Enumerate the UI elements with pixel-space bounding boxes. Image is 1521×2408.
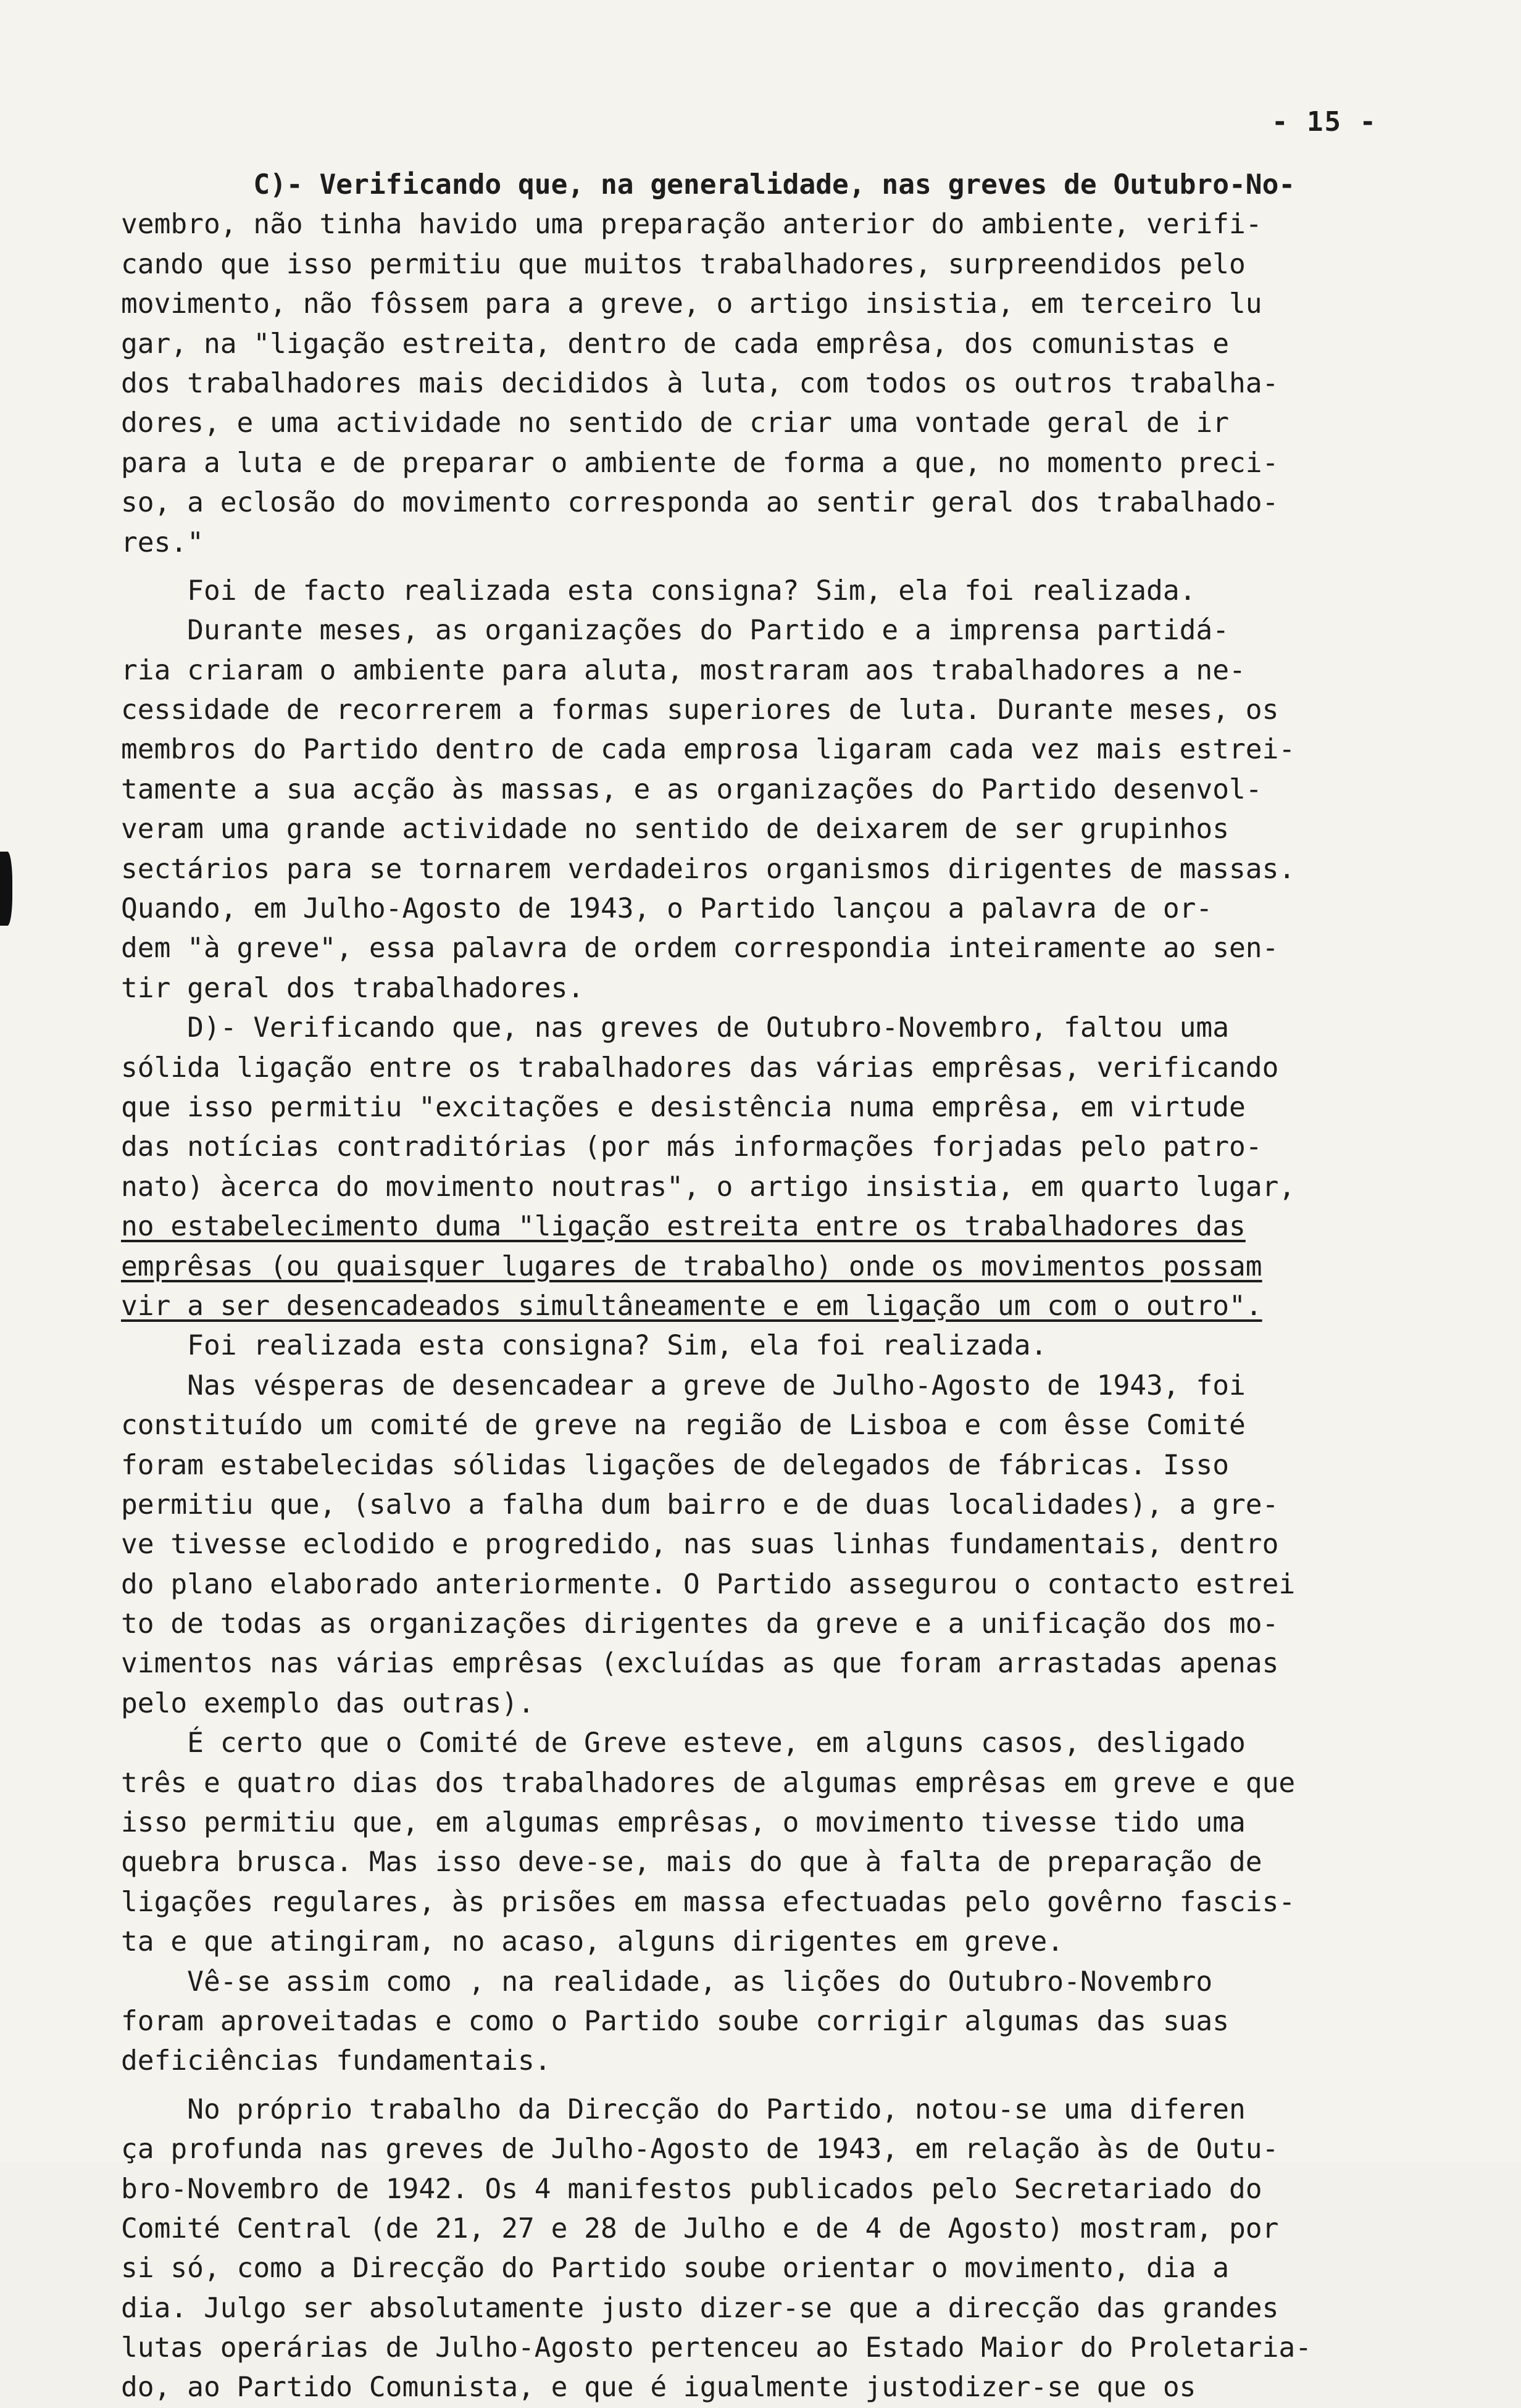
text-line: permitiu que, (salvo a falha dum bairro e de duas localidades), a gre- bbox=[121, 1488, 1279, 1521]
text-line: isso permitiu que, em algumas emprêsas, o movimento tivesse tido uma bbox=[121, 1807, 1246, 1839]
text-line: No próprio trabalho da Direcção do Partido, notou-se uma diferen bbox=[121, 2093, 1246, 2125]
text-line: ta e que atingiram, no acaso, alguns dirigentes em greve. bbox=[121, 1926, 1064, 1958]
paragraph bbox=[121, 165, 1448, 563]
text-line: Foi realizada esta consigna? Sim, ela foi realizada. bbox=[121, 1330, 1048, 1362]
text-line: nato) àcerca do movimento noutras", o artigo insistia, em quarto lugar, bbox=[121, 1171, 1296, 1203]
text-line: vimentos nas várias emprêsas (excluídas as que foram arrastadas apenas bbox=[121, 1648, 1279, 1680]
text-line: gar, na "ligação estreita, dentro de cada emprêsa, dos comunistas e bbox=[121, 328, 1230, 360]
text-line: ça profunda nas greves de Julho-Agosto de 1943, em relação às de Outu- bbox=[121, 2133, 1279, 2165]
text-line: no estabelecimento duma "ligação estreita entre os trabalhadores das bbox=[121, 1211, 1246, 1243]
text-line: sectários para se tornarem verdadeiros organismos dirigentes de massas. bbox=[121, 853, 1296, 885]
paragraph bbox=[121, 1008, 1448, 1326]
text-line: dores, e uma actividade no sentido de criar uma vontade geral de ir bbox=[121, 407, 1230, 439]
text-line: Nas vésperas de desencadear a greve de Julho-Agosto de 1943, foi bbox=[121, 1369, 1246, 1401]
text-line: lutas operárias de Julho-Agosto pertenceu ao Estado Maior do Proletaria- bbox=[121, 2332, 1312, 2364]
text-line: que isso permitiu "excitações e desistência numa emprêsa, em virtude bbox=[121, 1091, 1246, 1123]
text-line: D)- Verificando que, nas greves de Outubro-Novembro, faltou uma bbox=[121, 1012, 1230, 1044]
text-line: pelo exemplo das outras). bbox=[121, 1687, 535, 1719]
text-line: ve tivesse eclodido e progredido, nas suas linhas fundamentais, dentro bbox=[121, 1529, 1279, 1561]
paragraph bbox=[121, 2090, 1448, 2408]
text-line: deficiências fundamentais. bbox=[121, 2045, 551, 2077]
text-line: ligações regulares, às prisões em massa efectuadas pelo govêrno fascis- bbox=[121, 1886, 1296, 1918]
text-line: sólida ligação entre os trabalhadores das várias emprêsas, verificando bbox=[121, 1052, 1279, 1084]
text-line: cando que isso permitiu que muitos trabalhadores, surpreendidos pelo bbox=[121, 248, 1246, 280]
text-line: Comité Central (de 21, 27 e 28 de Julho e de 4 de Agosto) mostram, por bbox=[121, 2212, 1279, 2244]
text-line: tamente a sua acção às massas, e as organizações do Partido desenvol- bbox=[121, 773, 1262, 805]
text-line: dem "à greve", essa palavra de ordem correspondia inteiramente ao sen- bbox=[121, 932, 1279, 965]
text-line: do, ao Partido Comunista, e que é igualmente justodizer-se que os bbox=[121, 2372, 1196, 2404]
text-line: É certo que o Comité de Greve esteve, em alguns casos, desligado bbox=[121, 1727, 1246, 1759]
text-line: do plano elaborado anteriormente. O Partido assegurou o contacto estrei bbox=[121, 1568, 1296, 1600]
text-line: Durante meses, as organizações do Partido e a imprensa partidá- bbox=[121, 615, 1230, 647]
text-line: membros do Partido dentro de cada emprosa ligaram cada vez mais estrei- bbox=[121, 734, 1296, 766]
document-body bbox=[121, 165, 1448, 2408]
text-line: três e quatro dias dos trabalhadores de algumas emprêsas em greve e que bbox=[121, 1767, 1296, 1799]
text-line: constituído um comité de greve na região de Lisboa e com êsse Comité bbox=[121, 1410, 1246, 1442]
paragraph bbox=[121, 571, 1448, 1008]
text-line: foram aproveitadas e como o Partido soube corrigir algumas das suas bbox=[121, 2005, 1230, 2037]
text-line: so, a eclosão do movimento corresponda ao sentir geral dos trabalhado- bbox=[121, 487, 1279, 519]
text-line: dos trabalhadores mais decididos à luta, com todos os outros trabalha- bbox=[121, 367, 1279, 399]
text-line: Vê-se assim como , na realidade, as lições do Outubro-Novembro bbox=[121, 1966, 1213, 1998]
binding-hole-mark bbox=[0, 852, 12, 926]
paragraph bbox=[121, 1724, 1448, 1962]
text-line: to de todas as organizações dirigentes da greve e a unificação dos mo- bbox=[121, 1608, 1279, 1640]
text-line: ria criaram o ambiente para aluta, mostraram aos trabalhadores a ne- bbox=[121, 654, 1246, 686]
text-line: Foi de facto realizada esta consigna? Sim, ela foi realizada. bbox=[121, 575, 1196, 607]
page-number: - 15 - bbox=[1272, 106, 1377, 138]
text-line: bro-Novembro de 1942. Os 4 manifestos publicados pelo Secretariado do bbox=[121, 2173, 1262, 2205]
text-line: para a luta e de preparar o ambiente de forma a que, no momento preci- bbox=[121, 447, 1279, 479]
text-line: quebra brusca. Mas isso deve-se, mais do que à falta de preparação de bbox=[121, 1846, 1262, 1879]
text-line: Quando, em Julho-Agosto de 1943, o Partido lançou a palavra de or- bbox=[121, 893, 1213, 925]
text-line: vembro, não tinha havido uma preparação anterior do ambiente, verifi- bbox=[121, 209, 1262, 241]
text-line: si só, como a Direcção do Partido soube orientar o movimento, dia a bbox=[121, 2252, 1230, 2285]
text-line: res." bbox=[121, 526, 204, 558]
paragraph bbox=[121, 1326, 1448, 1724]
text-line: veram uma grande actividade no sentido de deixarem de ser grupinhos bbox=[121, 813, 1230, 845]
text-line: vir a ser desencadeados simultâneamente e em ligação um com o outro". bbox=[121, 1290, 1262, 1322]
text-line: das notícias contraditórias (por más informações forjadas pelo patro- bbox=[121, 1131, 1262, 1163]
text-line: C)- Verificando que, na generalidade, nas greves de Outubro-No- bbox=[121, 169, 1296, 201]
text-line: foram estabelecidas sólidas ligações de delegados de fábricas. Isso bbox=[121, 1449, 1230, 1481]
text-line: dia. Julgo ser absolutamente justo dizer-se que a direcção das grandes bbox=[121, 2292, 1279, 2324]
paragraph bbox=[121, 1962, 1448, 2082]
text-line: movimento, não fôssem para a greve, o artigo insistia, em terceiro lu bbox=[121, 288, 1262, 320]
text-line: cessidade de recorrerem a formas superiores de luta. Durante meses, os bbox=[121, 694, 1279, 726]
text-line: emprêsas (ou quaisquer lugares de trabalho) onde os movimentos possam bbox=[121, 1250, 1262, 1282]
text-line: tir geral dos trabalhadores. bbox=[121, 972, 585, 1004]
